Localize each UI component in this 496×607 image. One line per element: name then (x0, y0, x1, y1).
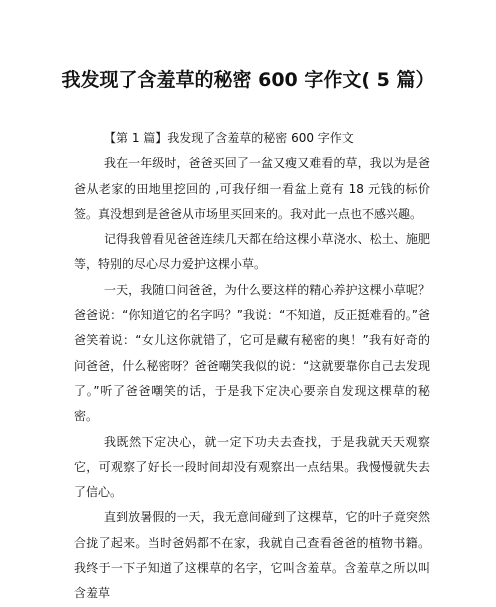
paragraph-3: 一天，我随口问爸爸，为什么要这样的精心养护这棵小草呢？爸爸说：“你知道它的名字吗？”我说：“不知道，反正挺难看的。”爸爸笑着说：“女儿这你就错了，它可是藏有秘密的奥！”我有好奇的问爸爸，什么秘密呀？爸爸嘲笑我似的说：“这就要靠你自己去发现了。”听了爸爸嘲笑的话，于是我下定决心要亲自发现这棵草的秘密。 (74, 282, 430, 424)
paragraph-2: 记得我曾看见爸爸连续几天都在给这棵小草浇水、松土、施肥等，特别的尽心尽力爱护这棵小草。 (74, 232, 430, 272)
document-body (74, 126, 430, 607)
paragraph-5: 直到放暑假的一天，我无意间碰到了这棵草，它的叶子竟突然合拢了起来。当时爸妈都不在家，我就自己查看爸爸的植物书籍。我终于一下子知道了这棵草的名字，它叫含羞草。含羞草之所以叫含羞草 (74, 510, 430, 601)
paragraph-1: 我在一年级时，爸爸买回了一盆又瘦又难看的草，我以为是爸爸从老家的田地里挖回的 ,可我仔细一看盆上竟有 18 元钱的标价签。真没想到是爸爸从市场里买回来的。我对此一点也不感兴趣。 (74, 156, 430, 221)
document-title: 我发现了含羞草的秘密 600 字作文( 5 篇） (61, 69, 435, 91)
paragraph-4: 我既然下定决心，就一定下功夫去查找，于是我就天天观察它，可观察了好长一段时间却没有观察出一点结果。我慢慢就失去了信心。 (74, 434, 430, 500)
section-heading: 【第 1 篇】我发现了含羞草的秘密 600 字作文 (104, 131, 354, 145)
